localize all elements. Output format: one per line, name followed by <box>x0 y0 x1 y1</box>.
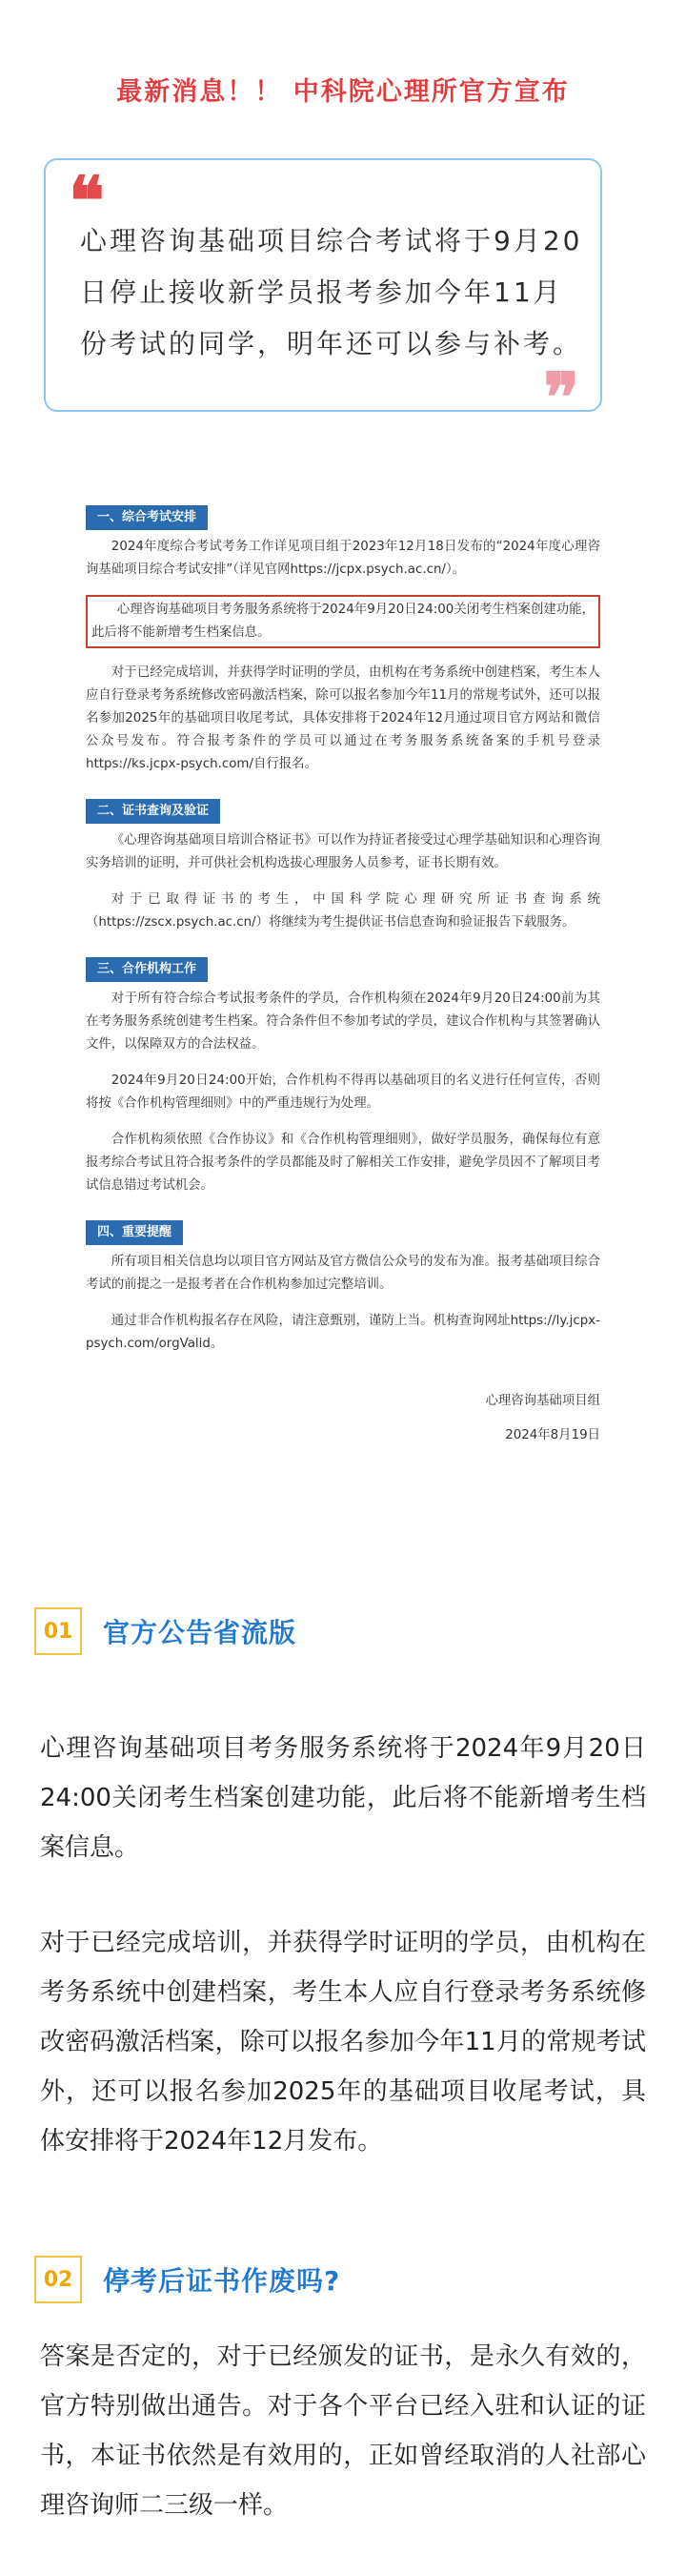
notice-paragraph: 《心理咨询基础项目培训合格证书》可以作为持证者接受过心理学基础知识和心理咨询实务培训的证明，并可供社会机构选拔心理服务人员参考，证书长期有效。 <box>86 833 600 870</box>
notice-signature <box>86 1384 600 1453</box>
body-paragraph: 答案是否定的，对于已经颁发的证书，是永久有效的，官方特别做出通告。对于各个平台已经入驻和认证的证书，本证书依然是有效用的，正如曾经取消的人社部心理咨询师二三级一样。 <box>40 2342 646 2520</box>
open-quote-icon: ❝ <box>69 161 105 240</box>
quote-text: 心理咨询基础项目综合考试将于9月20日停止接收新学员报考参加今年11月份考试的同学，明年还可以参与补考。 <box>80 225 583 359</box>
section-number: 02 <box>34 2256 82 2303</box>
notice-section-tag: 二、证书查询及验证 <box>86 799 220 824</box>
notice-paragraph: 通过非合作机构报名存在风险，请注意甄别，谨防上当。机构查询网址https://ly.jcpx-psych.com/orgValid。 <box>86 1314 600 1351</box>
section-01-header <box>34 1607 296 1655</box>
body-paragraph: 心理咨询基础项目考务服务系统将于2024年9月20日24:00关闭考生档案创建功能，此后将不能新增考生档案信息。 <box>40 1734 646 1862</box>
body-paragraph: 对于已经完成培训，并获得学时证明的学员，由机构在考务系统中创建档案，考生本人应自行登录考务系统修改密码激活档案，除可以报名参加今年11月的常规考试外，还可以报名参加2025年的基础项目收尾考试，具体安排将于2024年12月发布。 <box>40 1929 646 2156</box>
notice-section-tag: 三、合作机构工作 <box>86 957 208 982</box>
section-02-header <box>34 2256 340 2303</box>
close-quote-icon: ❞ <box>543 358 579 437</box>
section-number: 01 <box>34 1607 82 1655</box>
notice-section-tag: 一、综合考试安排 <box>86 505 208 530</box>
section-01-body <box>40 1724 646 2212</box>
notice-sign-date: 2024年8月19日 <box>505 1428 600 1442</box>
notice-paragraph: 2024年度综合考试考务工作详见项目组于2023年12月18日发布的“2024年度心理咨询基础项目综合考试安排”（详见官网https://jcpx.psych.ac.cn/）。 <box>86 540 600 577</box>
notice-sign-org: 心理咨询基础项目组 <box>485 1394 600 1408</box>
section-02-body <box>40 2332 646 2576</box>
notice-section-tag: 四、重要提醒 <box>86 1220 183 1245</box>
section-title: 官方公告省流版 <box>103 1617 297 1648</box>
section-title: 停考后证书作废吗? <box>103 2265 341 2297</box>
notice-paragraph: 合作机构须依照《合作协议》和《合作机构管理细则》，做好学员服务，确保每位有意报考综合考试且符合报考条件的学员都能及时了解相关工作安排，避免学员因不了解项目考试信息错过考试机会。 <box>86 1133 600 1193</box>
notice-paragraph: 所有项目相关信息均以项目官方网站及官方微信公众号的发布为准。报考基础项目综合考试的前提之一是报考者在合作机构参加过完整培训。 <box>86 1255 600 1292</box>
notice-paragraph: 对于已经完成培训，并获得学时证明的学员，由机构在考务系统中创建档案，考生本人应自行登录考务系统修改密码激活档案，除可以报名参加今年11月的常规考试外，还可以报名参加2025年的基础项目收尾考试，具体安排将于2024年12月通过项目官方网站和微信公众号发布。符合报考条件的学员可以通过在考务服务系统备案的手机号登录https://ks.jcpx-psych.com/自行报名。 <box>86 665 600 771</box>
notice-paragraph: 对于已取得证书的考生，中国科学院心理研究所证书查询系统（https://zscx.psych.ac.cn/）将继续为考生提供证书信息查询和验证报告下载服务。 <box>86 892 600 930</box>
notice-image <box>86 496 600 1453</box>
notice-highlight: 心理咨询基础项目考务服务系统将于2024年9月20日24:00关闭考生档案创建功能，此后将不能新增考生档案信息。 <box>86 595 600 648</box>
notice-paragraph: 2024年9月20日24:00开始，合作机构不得再以基础项目的名义进行任何宣传，否则将按《合作机构管理细则》中的严重违规行为处理。 <box>86 1073 600 1111</box>
notice-paragraph: 对于所有符合综合考试报考条件的学员，合作机构须在2024年9月20日24:00前为其在考务服务系统创建考生档案。符合条件但不参加考试的学员，建议合作机构与其签署确认文件，以保障双方的合法权益。 <box>86 992 600 1052</box>
quote-box <box>44 158 602 437</box>
headline: 最新消息！！ 中科院心理所官方宣布 <box>116 77 570 107</box>
